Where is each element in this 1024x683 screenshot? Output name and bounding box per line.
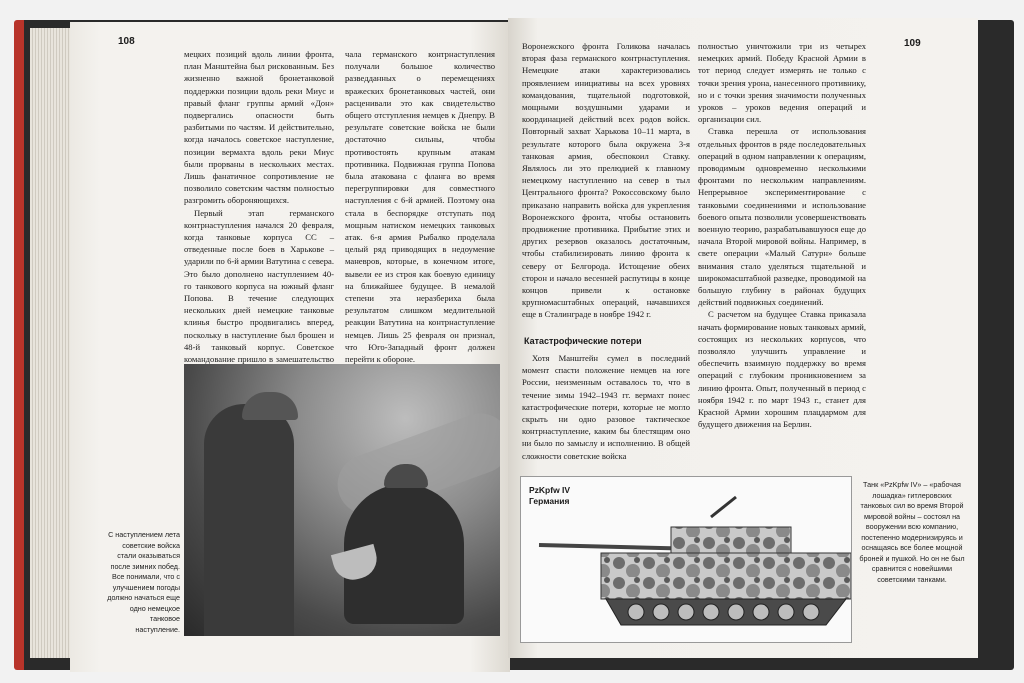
left-page <box>70 22 510 672</box>
left-column-1 <box>184 48 334 402</box>
right-column-1 <box>522 40 690 321</box>
photo-caption: С наступлением лета советские войска стали оказываться после зимних побед. Все понимали, что с улучшением погоды должно начаться еще одно немецкое танковое наступление. <box>107 530 180 634</box>
page-number-right: 109 <box>904 38 921 49</box>
tank-country: Германия <box>529 496 570 506</box>
tank-illustration-box <box>520 476 852 643</box>
section-title: Катастрофические потери <box>524 336 642 346</box>
paragraph: мецких позиций вдоль линии фронта, план Манштейна был рискованным. Без жизненно важной бронетанковой поддержки позиции вдоль реки Миус и правый фланг группы армий «Дон» подвергались опасности быть разбитыми по частям. И действительно, когда началось советское наступление, позиции вермахта вдоль реки Миус были прорваны в нескольких местах. Лишь фанатичное сопротивление не позволило советским частям полностью разгромить обороняющихся. <box>184 49 334 206</box>
right-column-2 <box>698 40 866 431</box>
right-page <box>508 18 978 658</box>
paragraph: С расчетом на будущее Ставка приказала начать формирование новых танковых армий, состоящих из нескольких корпусов, что позволяло улучшить управление и обеспечить взаимную поддержку во время операций с глубоким проникновением за линию фронта. Опыт, полученный в период с ноября 1942 г. по март 1943 г., станет для Красной Армии хорошим плацдармом для будущего движения на Берлин. <box>698 309 866 430</box>
helmet <box>242 392 298 420</box>
pzkpfw-iv-tank <box>539 497 851 625</box>
paragraph: полностью уничтожили три из четырех немецких армий. Победу Красной Армии в тот период следует измерять не только с точки зрения урона, нанесенного противнику, но и с точки зрения значимости полученных уроков – уроков ведения операций и организации сил. <box>698 41 866 125</box>
paragraph: чала германского контрнаступления получали большое количество разведданных о перемещениях вражеских бронетанковых частей, они расценивали это как свидетельство общего отступления немцев к Днепру. В результате советские войска не были достаточно сильны, чтобы противостоять крупным атакам противника. Подвижная группа Попова была атакована с фланга во время перегруппировки для совместного наступления с 6-й армией. Поэтому она стала в беспорядке отступать под мощным натиском немецких танковых атак. 6-я армия Рыбалко проделала целый ряд приводящих в недоумение маневров, которые, в конечном итоге, вывели ее из строя как боевую единицу на ближайшее будущее. В немалой степени эта неразбериха была результатом слишком медлительной реакции Ватутина на контрнаступление немцев. Лишь 25 февраля он признал, что Юго-Западный фронт должен перейти к обороне. <box>345 49 495 365</box>
tank-drawing <box>521 477 851 642</box>
paragraph: Хотя Манштейн сумел в последний момент спасти положение немцев на юге России, неизменным оставалось то, что в течение зимы 1942–1943 гг. вермахт понес катастрофические потери, которые не могло скрыть ни одно разовое тактическое контрнаступление, каким бы блестящим оно ни было по замыслу и исполнению. В общей сложности советские войска <box>522 353 690 461</box>
tank-name: PzKpfw IV <box>529 485 571 495</box>
standing-soldier <box>204 404 294 636</box>
page-number-left: 108 <box>118 36 135 47</box>
paragraph: Первый этап германского контрнаступления начался 20 февраля, когда танковые корпуса СС – отведенные после боев в Харькове – ударили по 6-й армии Ватутина с севера. Это было дополнено наступлением 40-го танкового корпуса на южный фланг Попова. В течение следующих нескольких дней немецкие танковые клинья быстро продвигались вперед, поскольку в наступление был брошен и 48-й танковый корпус. Советское командование пришло в замешательство <box>184 207 334 365</box>
paragraph: Воронежского фронта Голикова началась вторая фаза германского контрнаступления. Немецкие атаки характеризовались проявлением инициативы на всех уровнях командования, тщательной подготовкой, мощными воздушными ударами и координацией действий всех родов войск. Повторный захват Харькова 10–11 марта, в результате которого была окружена 3-я танковая армия, обеспокоил Ставку. Являлось ли это прелюдией к главному немецкому наступлению на север в тыл Центрального фронта? Рокоссовскому было приказано направить войска для укрепления Воронежского фронта, чтобы остановить продвижение противника. Прибытие этих и других резервов оказалось достаточным, чтобы стабилизировать линию фронта к северу от Белгорода. Истощение обеих сторон и начало весенней распутицы в конце концов привели к остановке крупномасштабных операций, начавшихся еще в Сталинграде в ноябре 1942 г. <box>522 41 690 320</box>
right-column-1b <box>522 352 690 462</box>
paragraph: Ставка перешла от использования отдельных фронтов в ряде последовательных операций в одном направлении к операциям, проводимым одновременно несколькими фронтами по нескольким направлениям. Непрерывное экспериментирование с танковыми соединениями и использование боевого опыта позволили усовершенствовать военную теорию, разрабатывавшуюся еще до начала Второй мировой войны. Например, в свете операции «Малый Сатурн» больше внимания стало уделяться тщательной и широкомасштабной разведке, проводимой на большую глубину в районах будущих действий подвижных соединений. <box>698 126 866 308</box>
soldiers-photo <box>184 364 500 636</box>
tank-caption: Танк «PzKpfw IV» – «рабочая лошадка» гитлеровских танковых сил во время Второй мировой войны – состоял на вооружении всю компанию, постепенно модернизируясь и оснащаясь все более мощной броней и пушкой. Но он не был сравнится с новейшими советскими танками. <box>859 480 965 584</box>
left-column-2 <box>345 48 495 402</box>
